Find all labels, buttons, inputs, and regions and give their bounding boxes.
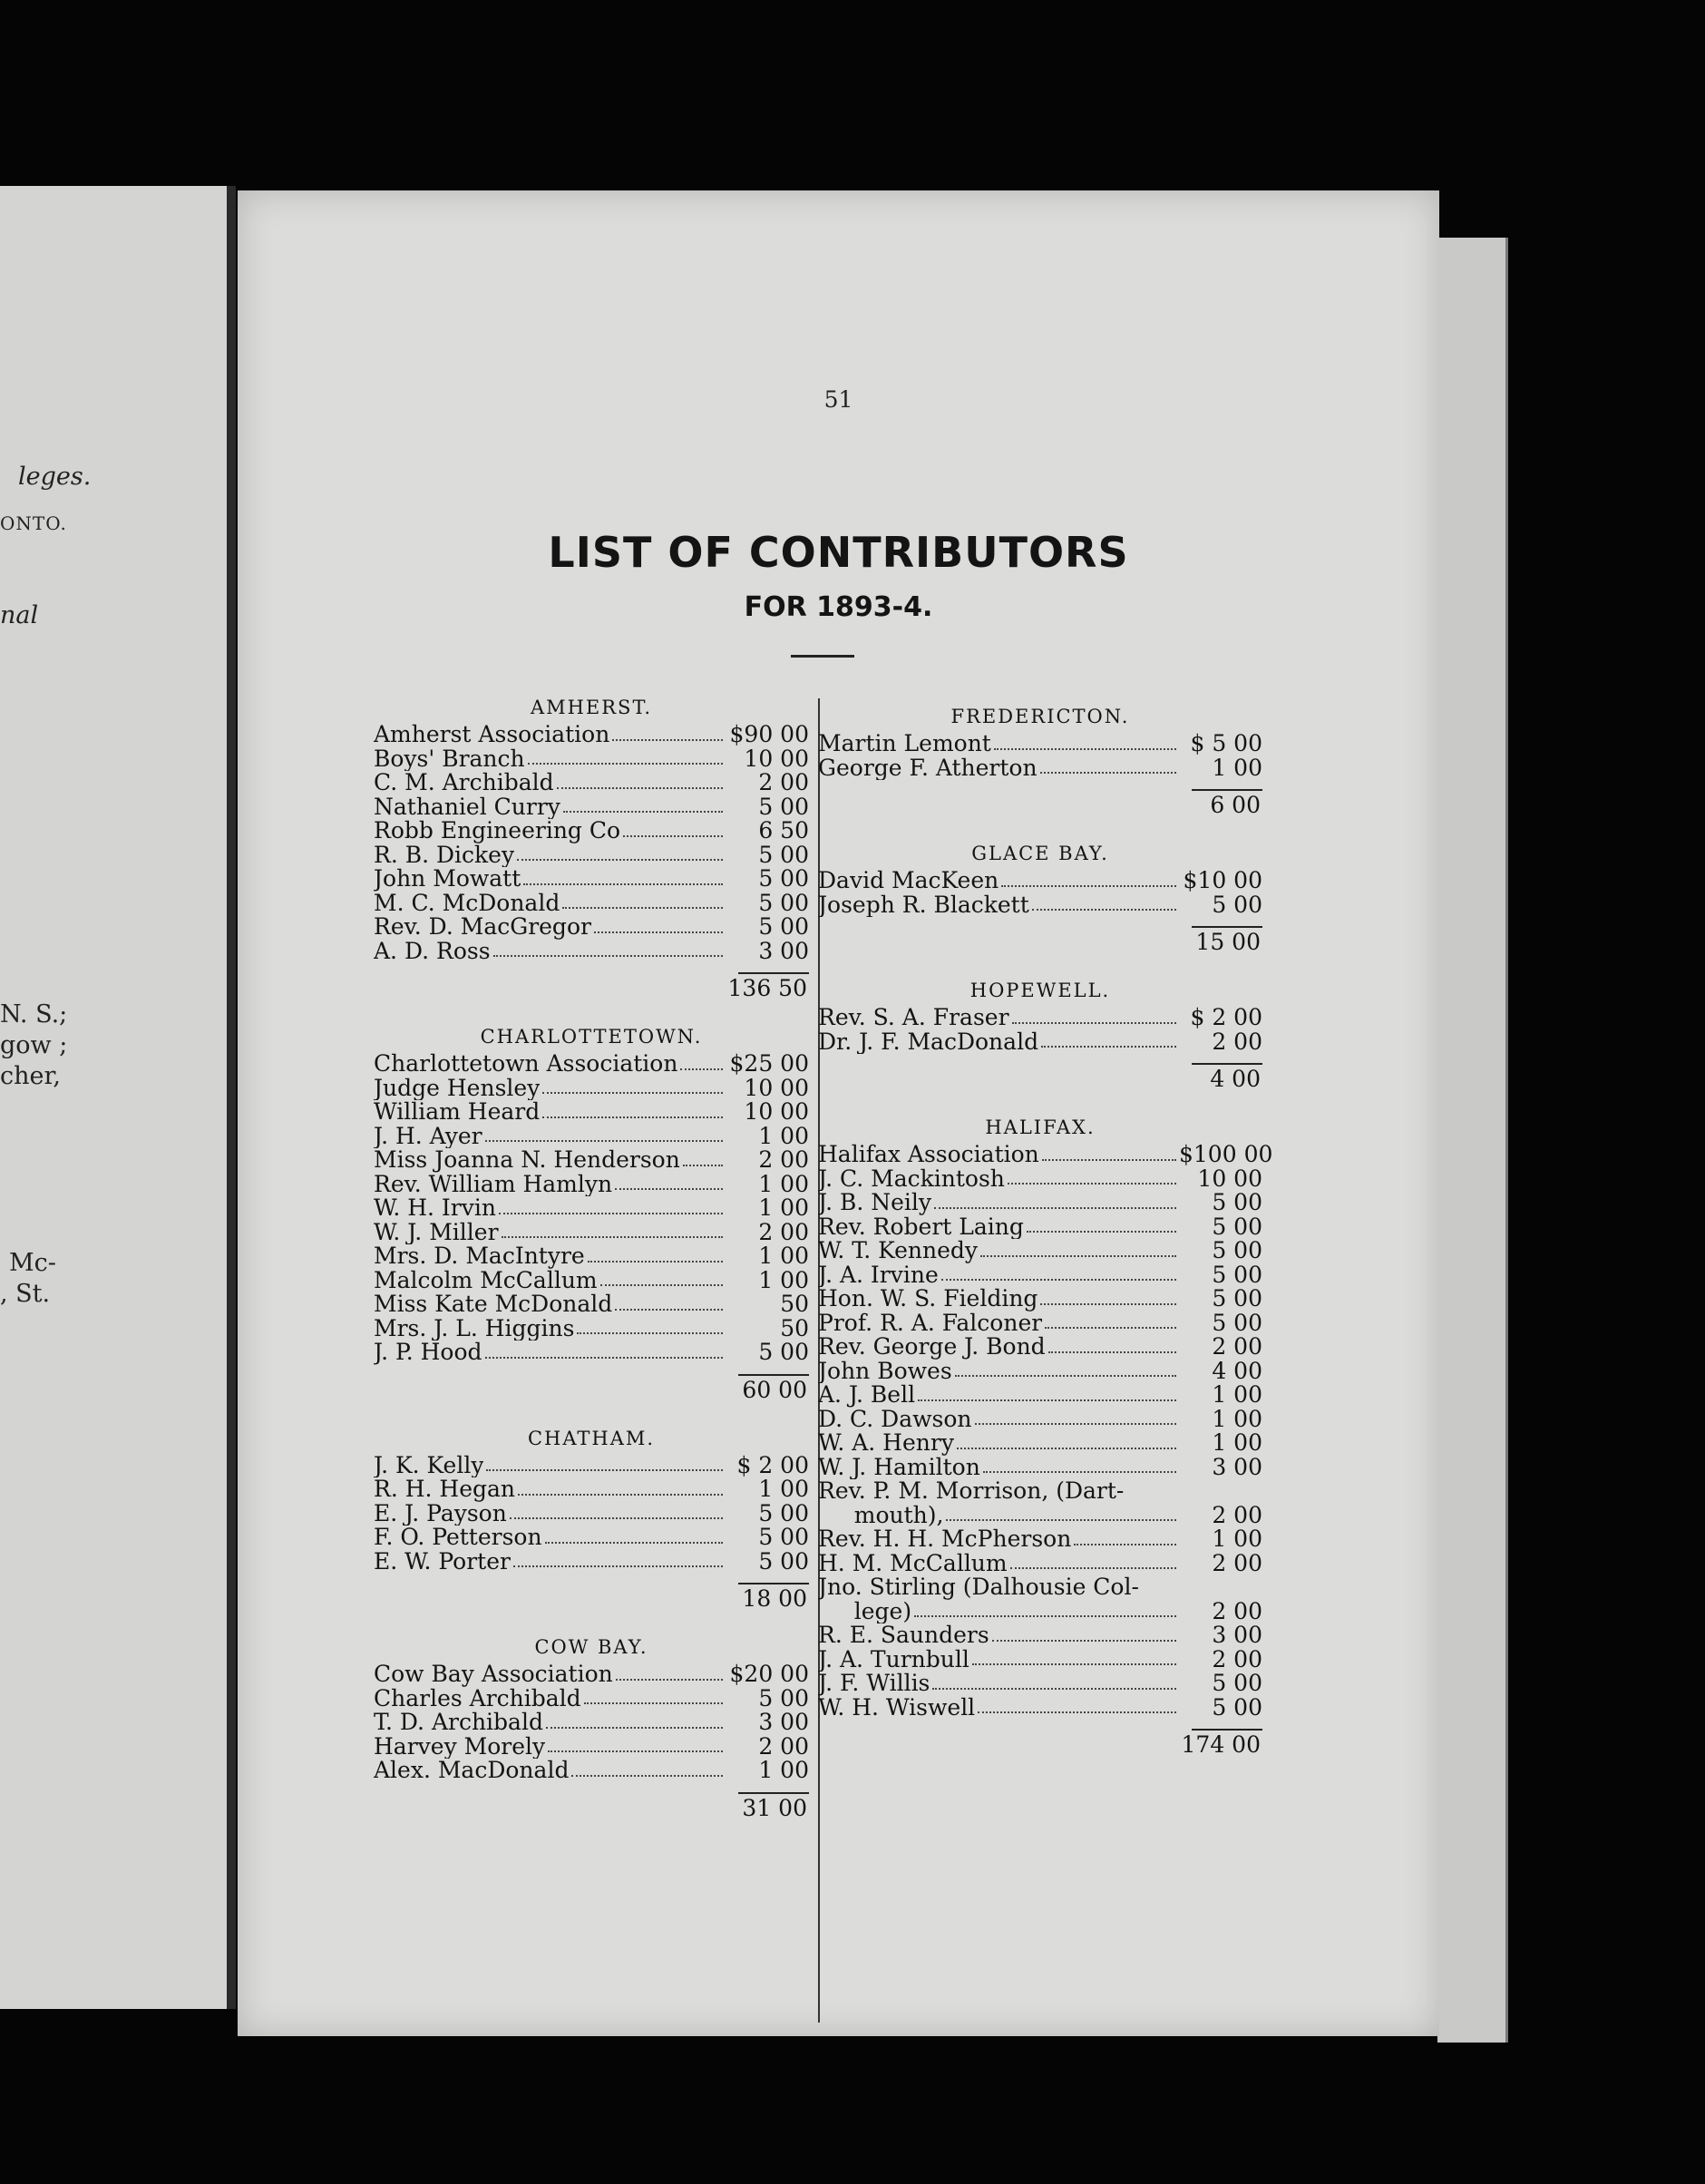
contribution-amount: 5 00	[1212, 1189, 1262, 1215]
contribution-amount: 1 00	[1212, 1381, 1262, 1408]
contributor-row	[374, 1074, 809, 1101]
contribution-amount: 6 50	[758, 817, 809, 843]
location-section	[818, 977, 1262, 1094]
leader-dots	[932, 1688, 1176, 1690]
contribution-amount: 5 00	[758, 1547, 809, 1575]
contributor-row	[374, 915, 809, 940]
leader-dots	[528, 763, 723, 765]
leader-dots	[499, 1213, 723, 1214]
contributor-name: W. T. Kennedy	[818, 1239, 979, 1263]
section-total: 6 00	[1210, 792, 1261, 818]
section-total: 15 00	[1195, 929, 1261, 955]
contribution-amount: 1 00	[1212, 754, 1262, 781]
contribution-amount: $ 5 00	[1190, 730, 1262, 756]
contributor-name: Martin Lemont	[818, 732, 991, 756]
contributor-name: William Heard	[374, 1100, 541, 1125]
leader-dots	[485, 1140, 723, 1142]
leader-dots	[545, 1542, 723, 1544]
contributor-name: Judge Hensley	[374, 1076, 541, 1100]
contribution-amount: 1 00	[1212, 1429, 1262, 1456]
contribution-amount: 1 00	[758, 1476, 809, 1502]
contributor-row	[818, 1335, 1262, 1360]
contributor-row	[818, 1311, 1262, 1336]
leader-dots	[1032, 909, 1176, 911]
contribution-amount: 2 00	[1212, 1645, 1262, 1672]
contributor-row	[818, 1191, 1262, 1215]
contributor-name: J. H. Ayer	[374, 1124, 482, 1148]
contributor-name: A. D. Ross	[374, 939, 491, 963]
leader-dots	[975, 1423, 1176, 1425]
leader-dots	[946, 1519, 1176, 1521]
contribution-amount: 5 00	[758, 1499, 809, 1526]
contributor-name: Rev. Robert Laing	[818, 1214, 1024, 1239]
leader-dots	[517, 859, 723, 861]
section-heading: HALIFAX.	[985, 1116, 1096, 1138]
facing-page-fragment: N. S.;	[0, 1000, 68, 1029]
contributor-row	[818, 732, 1262, 756]
facing-page-fragment: leges.	[18, 463, 92, 491]
contribution-amount: 4 00	[1212, 1357, 1262, 1384]
contribution-amount: 5 00	[1212, 1237, 1262, 1263]
contributor-name: J. P. Hood	[374, 1341, 482, 1365]
contributor-name: F. O. Petterson	[374, 1526, 542, 1550]
contributor-row	[818, 1263, 1262, 1288]
facing-page-fragment: ONTO.	[0, 512, 67, 534]
contribution-amount: 5 00	[1212, 1285, 1262, 1311]
leader-dots	[978, 1711, 1176, 1713]
contribution-amount: 5 00	[758, 841, 809, 868]
contribution-amount: 1 00	[758, 1170, 809, 1197]
contributor-row	[374, 1218, 809, 1245]
contributor-name: John Mowatt	[374, 867, 521, 892]
contributor-name: Rev. H. H. McPherson	[818, 1527, 1072, 1552]
leader-dots	[934, 1207, 1176, 1209]
contributor-name: Malcolm McCallum	[374, 1268, 598, 1292]
contributor-name: J. C. Mackintosh	[818, 1166, 1005, 1191]
contributor-row	[818, 1431, 1262, 1456]
leader-dots	[683, 1165, 723, 1166]
contributor-name: Joseph R. Blackett	[818, 892, 1029, 917]
contributor-name: R. E. Saunders	[818, 1623, 989, 1648]
contributor-row	[374, 819, 809, 843]
location-section	[374, 1023, 809, 1405]
leader-dots	[1048, 1351, 1176, 1353]
contribution-amount: 1 00	[1212, 1526, 1262, 1552]
leader-dots	[1045, 1327, 1176, 1329]
leader-dots	[955, 1375, 1176, 1377]
contribution-amount: 2 00	[758, 1146, 809, 1173]
contributor-name: C. M. Archibald	[374, 771, 554, 795]
contributor-row	[374, 1759, 809, 1783]
contributor-row	[818, 1357, 1262, 1384]
leader-dots	[1001, 885, 1176, 887]
leader-dots	[542, 1116, 723, 1118]
contributor-row	[818, 1287, 1262, 1311]
contribution-amount: $90 00	[729, 721, 809, 747]
contribution-amount: 5 00	[1212, 1261, 1262, 1288]
contributor-name: Robb Engineering Co	[374, 819, 621, 843]
contributor-name: D. C. Dawson	[818, 1407, 972, 1431]
contribution-amount: 5 00	[1212, 891, 1262, 918]
contribution-amount: 5 00	[1212, 1693, 1262, 1721]
contributor-row	[374, 1499, 809, 1526]
contributor-name: Boys' Branch	[374, 746, 525, 771]
contributor-name: Harvey Morely	[374, 1734, 546, 1759]
leader-dots	[594, 931, 723, 933]
contributor-row	[374, 1148, 809, 1173]
contributor-row	[818, 1693, 1262, 1721]
leader-dots	[562, 907, 723, 909]
contributor-name: Alex. MacDonald	[374, 1759, 570, 1783]
title-rule	[791, 655, 854, 658]
contribution-amount: 1 00	[758, 1243, 809, 1269]
contribution-amount: 3 00	[758, 937, 809, 964]
contributor-row	[374, 795, 809, 820]
location-section	[374, 1425, 809, 1614]
contributor-name: W. H. Wiswell	[818, 1695, 976, 1720]
contribution-amount: 2 00	[1212, 1028, 1262, 1055]
contribution-amount: 3 00	[758, 1709, 809, 1735]
contribution-amount: 50	[780, 1291, 809, 1317]
leader-dots	[1042, 1159, 1176, 1161]
section-total: 174 00	[1181, 1731, 1261, 1758]
contributor-name: Hon. W. S. Fielding	[818, 1287, 1038, 1311]
contributor-row	[374, 1477, 809, 1502]
contributor-name: John Bowes	[818, 1359, 952, 1383]
contributor-row	[818, 869, 1262, 893]
section-total: 136 50	[727, 975, 807, 1001]
contributor-row	[818, 1527, 1262, 1552]
contribution-amount: 5 00	[758, 889, 809, 916]
contribution-amount: 1 00	[758, 1266, 809, 1293]
contribution-amount: 2 00	[758, 1732, 809, 1760]
contribution-amount: 1 00	[758, 1757, 809, 1783]
contributor-row	[374, 1314, 809, 1341]
contribution-amount: 5 00	[1212, 1670, 1262, 1696]
contributor-row	[818, 1030, 1262, 1055]
page-number: 51	[823, 386, 853, 413]
contribution-amount: 5 00	[758, 1339, 809, 1365]
leader-dots	[914, 1615, 1176, 1617]
contributor-name: J. A. Irvine	[818, 1263, 939, 1287]
contributor-name: Miss Kate McDonald	[374, 1292, 613, 1317]
contributor-row	[374, 889, 809, 916]
contributor-row	[374, 1100, 809, 1125]
contributor-name: M. C. McDonald	[374, 891, 560, 915]
contribution-amount: 50	[780, 1314, 809, 1341]
contributor-row	[818, 1549, 1262, 1576]
contributor-row	[818, 1501, 1262, 1528]
contributor-name: Rev. William Hamlyn	[374, 1172, 613, 1196]
contributor-name: Nathaniel Curry	[374, 795, 560, 819]
facing-page-fragment: cher,	[0, 1062, 62, 1090]
section-total: 60 00	[742, 1376, 807, 1403]
contributor-row	[374, 867, 809, 892]
contributor-name: Mrs. J. L. Higgins	[374, 1316, 575, 1341]
left-column	[374, 694, 809, 1843]
leader-dots	[1041, 1046, 1176, 1048]
location-section	[818, 1114, 1273, 1760]
contributor-row	[374, 1170, 809, 1197]
facing-page-fragment: nal	[0, 601, 39, 629]
contributor-name: J. A. Turnbull	[818, 1647, 969, 1672]
contributor-row	[818, 1215, 1262, 1240]
leader-dots	[1074, 1544, 1176, 1545]
leader-dots	[557, 787, 723, 789]
leader-dots	[680, 1068, 723, 1070]
contributor-row	[374, 1547, 809, 1575]
contributor-name: David MacKeen	[818, 869, 999, 893]
contribution-amount: 2 00	[1212, 1501, 1262, 1528]
leader-dots	[600, 1284, 723, 1286]
leader-dots	[486, 1469, 723, 1471]
contributor-name: George F. Atherton	[818, 756, 1038, 780]
contribution-amount: 2 00	[758, 1218, 809, 1245]
contributor-name: Charles Archibald	[374, 1686, 581, 1711]
contributor-row	[374, 747, 809, 772]
leader-dots	[941, 1279, 1176, 1281]
contributor-name: J. F. Willis	[818, 1672, 930, 1696]
section-total: 18 00	[742, 1585, 807, 1612]
section-heading: CHATHAM.	[527, 1427, 656, 1449]
contributor-row	[374, 1052, 809, 1077]
contribution-amount: 5 00	[758, 793, 809, 820]
leader-dots	[1027, 1231, 1176, 1233]
contributor-row	[374, 1196, 809, 1221]
location-section	[818, 840, 1262, 957]
contributor-row	[374, 1711, 809, 1735]
contributor-name: H. M. McCallum	[818, 1551, 1008, 1575]
contributor-name: J. K. Kelly	[374, 1453, 484, 1477]
contributor-name: W. A. Henry	[818, 1431, 954, 1456]
leader-dots	[957, 1448, 1176, 1449]
facing-page-fragment: Mc-	[9, 1249, 56, 1277]
leader-dots	[623, 835, 723, 837]
leader-dots	[584, 1702, 723, 1704]
contributor-name: R. B. Dickey	[374, 843, 515, 867]
facing-page-fragment: gow ;	[0, 1031, 68, 1059]
contribution-amount: 2 00	[758, 769, 809, 795]
section-heading: FREDERICTON.	[950, 706, 1130, 727]
contributor-row	[818, 893, 1262, 918]
contributor-row	[818, 1405, 1262, 1432]
document-page	[238, 190, 1439, 2036]
contributor-row	[818, 1479, 1262, 1504]
contributor-row	[374, 1341, 809, 1365]
leader-dots	[542, 1092, 723, 1094]
leader-dots	[615, 1188, 723, 1190]
contributor-name: Amherst Association	[374, 723, 610, 747]
contribution-amount: 5 00	[758, 913, 809, 940]
facing-page-fragment: , St.	[0, 1280, 51, 1308]
location-section	[818, 703, 1262, 820]
contributor-row	[374, 1122, 809, 1149]
leader-dots	[493, 955, 723, 957]
leader-dots	[972, 1663, 1176, 1665]
contribution-amount: 3 00	[1212, 1622, 1262, 1648]
contributor-row	[818, 1383, 1262, 1408]
contribution-amount: $20 00	[729, 1661, 809, 1687]
leader-dots	[980, 1255, 1176, 1257]
leader-dots	[918, 1399, 1176, 1401]
contribution-amount: 10 00	[744, 745, 809, 772]
contributor-name: A. J. Bell	[818, 1383, 916, 1408]
contribution-amount: 10 00	[744, 1098, 809, 1125]
facing-page	[0, 186, 236, 2009]
contributor-name: Mrs. D. MacIntyre	[374, 1244, 585, 1269]
contributor-row	[374, 1662, 809, 1687]
leader-dots	[616, 1679, 723, 1681]
contributor-row	[818, 756, 1262, 781]
contributor-name: W. J. Hamilton	[818, 1455, 980, 1479]
contributor-name: J. B. Neily	[818, 1191, 932, 1215]
contribution-amount: 5 00	[1212, 1309, 1262, 1336]
contributor-name: W. J. Miller	[374, 1220, 499, 1244]
location-section	[374, 1633, 809, 1823]
leader-dots	[485, 1357, 723, 1359]
contribution-amount: 5 00	[758, 1684, 809, 1711]
contributor-row	[374, 937, 809, 964]
contribution-amount: 1 00	[758, 1194, 809, 1221]
location-section	[374, 694, 809, 1003]
leader-dots	[523, 883, 723, 885]
leader-dots	[983, 1471, 1176, 1473]
contributor-name: T. D. Archibald	[374, 1711, 543, 1735]
contribution-amount: 2 00	[1212, 1333, 1262, 1360]
contributor-name: Halifax Association	[818, 1143, 1039, 1167]
section-heading: COW BAY.	[534, 1636, 648, 1658]
leader-dots	[502, 1236, 723, 1238]
contributor-row	[818, 1645, 1262, 1672]
leader-dots	[612, 739, 723, 741]
contributor-name: mouth),	[818, 1503, 944, 1527]
leader-dots	[1008, 1183, 1176, 1185]
contributor-row	[818, 1141, 1273, 1167]
contribution-amount: 2 00	[1212, 1597, 1262, 1624]
contributor-row	[374, 723, 809, 747]
page-subtitle: FOR 1893-4.	[744, 591, 933, 623]
contributor-row	[374, 1451, 809, 1478]
contributor-row	[374, 771, 809, 795]
leader-dots	[615, 1309, 723, 1311]
section-total: 4 00	[1210, 1066, 1261, 1092]
contribution-amount: 10 00	[744, 1074, 809, 1101]
contributor-row	[818, 1239, 1262, 1263]
contribution-amount: 3 00	[1212, 1453, 1262, 1480]
contributor-row	[818, 1575, 1262, 1600]
contributor-row	[374, 1266, 809, 1293]
contribution-amount: 5 00	[758, 1524, 809, 1550]
contributor-name: Charlottetown Association	[374, 1052, 678, 1077]
contributor-name: Rev. George J. Bond	[818, 1335, 1046, 1360]
leader-dots	[994, 748, 1176, 750]
section-heading: AMHERST.	[530, 697, 653, 718]
contribution-amount: $100 00	[1179, 1141, 1273, 1167]
contribution-amount: 2 00	[1212, 1549, 1262, 1576]
section-heading: HOPEWELL.	[969, 980, 1111, 1001]
leader-dots	[577, 1332, 723, 1334]
contribution-amount: 5 00	[1212, 1213, 1262, 1240]
contribution-amount: $ 2 00	[736, 1451, 809, 1478]
leader-dots	[546, 1727, 723, 1729]
leader-dots	[518, 1494, 723, 1496]
contribution-amount: $10 00	[1183, 867, 1262, 893]
leader-dots	[1012, 1022, 1176, 1024]
section-heading: GLACE BAY.	[971, 843, 1109, 864]
contributor-name: E. W. Porter	[374, 1549, 511, 1574]
contributor-row	[374, 1244, 809, 1269]
contributor-name: Rev. D. MacGregor	[374, 915, 591, 940]
contribution-amount: 1 00	[758, 1122, 809, 1149]
contributor-row	[374, 843, 809, 868]
contributor-name: Jno. Stirling (Dalhousie Col-	[818, 1575, 1139, 1600]
leader-dots	[1040, 1303, 1176, 1305]
contributor-row	[818, 1167, 1262, 1192]
page-title: LIST OF CONTRIBUTORS	[548, 528, 1129, 577]
contributor-row	[374, 1732, 809, 1760]
contribution-amount: 10 00	[1197, 1165, 1262, 1192]
contributor-name: E. J. Payson	[374, 1501, 507, 1526]
leader-dots	[588, 1261, 723, 1263]
leader-dots	[563, 811, 723, 813]
leader-dots	[1040, 772, 1176, 774]
contribution-amount: 5 00	[758, 865, 809, 892]
contribution-amount: 1 00	[1212, 1405, 1262, 1432]
contributor-row	[818, 1453, 1262, 1480]
contribution-amount: $25 00	[729, 1050, 809, 1077]
leader-dots	[571, 1775, 723, 1777]
contributor-name: Dr. J. F. MacDonald	[818, 1029, 1039, 1054]
section-heading: CHARLOTTETOWN.	[480, 1026, 703, 1048]
contributor-row	[818, 1006, 1262, 1030]
contributor-name: W. H. Irvin	[374, 1196, 496, 1221]
right-column	[818, 703, 1273, 1779]
leader-dots	[513, 1565, 723, 1567]
contributor-name: Rev. S. A. Fraser	[818, 1006, 1009, 1030]
contributor-row	[818, 1672, 1262, 1696]
contribution-amount: $ 2 00	[1190, 1004, 1262, 1030]
contributor-name: R. H. Hegan	[374, 1477, 516, 1502]
contributor-name: Cow Bay Association	[374, 1662, 613, 1687]
contributor-row	[818, 1597, 1262, 1624]
contributor-name: Prof. R. A. Falconer	[818, 1311, 1043, 1335]
contributor-name: lege)	[818, 1599, 912, 1623]
contributor-row	[374, 1684, 809, 1711]
leader-dots	[548, 1750, 723, 1752]
leader-dots	[510, 1517, 723, 1519]
contributor-row	[374, 1526, 809, 1550]
contributor-row	[374, 1292, 809, 1317]
contributor-name: Miss Joanna N. Henderson	[374, 1148, 680, 1173]
contributor-name: Rev. P. M. Morrison, (Dart-	[818, 1479, 1125, 1504]
page-edge	[1437, 238, 1508, 2043]
contributor-row	[818, 1623, 1262, 1648]
leader-dots	[992, 1640, 1176, 1642]
leader-dots	[1010, 1567, 1176, 1569]
section-total: 31 00	[742, 1794, 807, 1821]
